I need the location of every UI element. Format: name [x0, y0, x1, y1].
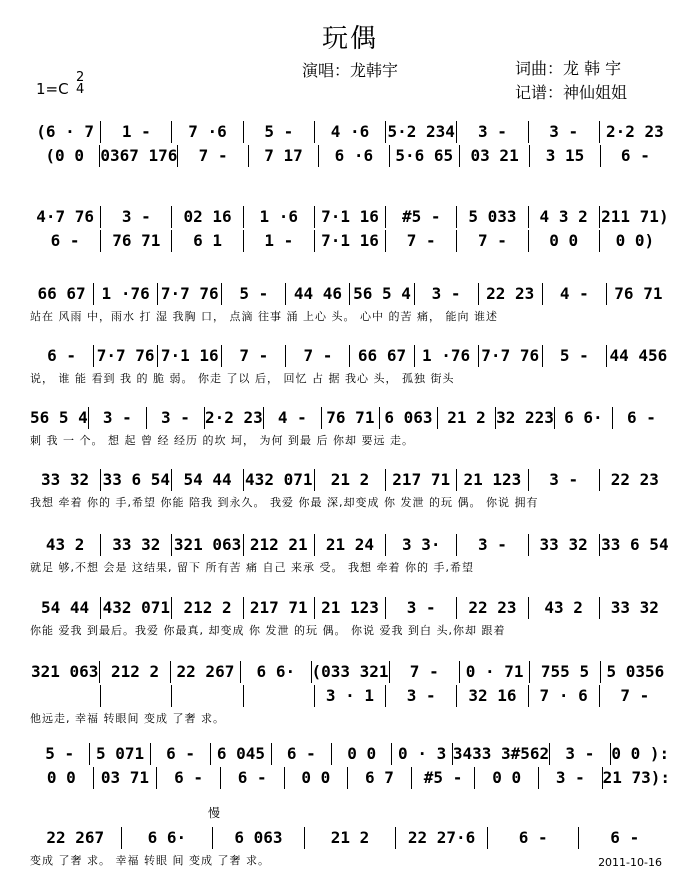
measure: 0 · 3: [392, 743, 452, 765]
measure: 0 · 71: [460, 661, 530, 683]
score-system: [30, 533, 670, 573]
staff-row: [30, 120, 670, 144]
measure: 7 · 6: [529, 685, 600, 707]
measure: 6 7: [348, 767, 412, 789]
measure: 32 223: [496, 408, 554, 427]
lyrics-line: 说， 谁 能 看到 我 的 脆 弱。 你走 了以 后， 回忆 占 据 我心 头， 孤独 街头: [30, 372, 455, 385]
score-system: [30, 660, 670, 724]
measure: 0 0: [285, 767, 349, 789]
measure: [244, 685, 315, 707]
measure: 5 -: [30, 743, 90, 765]
staff-row: [30, 468, 670, 492]
measure: 3 -: [386, 597, 457, 619]
staff-row: [30, 144, 670, 168]
measure: 3 -: [529, 469, 600, 491]
measure: 432 071: [101, 597, 172, 619]
measure: 4 ·6: [315, 121, 386, 143]
staff-row: [30, 406, 670, 430]
measure: 3 -: [539, 767, 603, 789]
measure: 6 6·: [555, 407, 613, 429]
score-system: [30, 205, 670, 253]
lyrics-line: 就足 够,不想 会是 这结果, 留下 所有苦 痛 自己 来承 受。 我想 牵着 你的 手,希望: [30, 561, 474, 574]
measure: 33 6 54: [101, 469, 172, 491]
measure: 0 0: [30, 767, 94, 789]
measure: 4 3 2: [529, 206, 600, 228]
measure: 3 -: [386, 685, 457, 707]
measure: 33 6 54: [601, 535, 669, 554]
measure: 33 32: [529, 534, 600, 556]
staff-row: [30, 344, 670, 368]
measure: 6 063: [380, 407, 438, 429]
measure: 5 033: [457, 206, 528, 228]
measure: #5 -: [386, 206, 457, 228]
measure: 432 071: [244, 469, 315, 491]
measure: 7 -: [620, 686, 650, 705]
measure: 2·2 23: [605, 122, 664, 141]
measure: 21 2: [315, 469, 386, 491]
measure: (033 321: [311, 662, 389, 681]
measure: 217 71: [244, 597, 315, 619]
lyrics-line: 我想 牵着 你的 手,希望 你能 陪我 到永久。 我爱 你最 深,却变成 你 发泄 的玩 偶。 你说 拥有: [30, 496, 539, 509]
measure: 3 · 1: [315, 685, 386, 707]
measure: 22 27·6: [396, 827, 488, 849]
measure: 21 123: [315, 597, 386, 619]
lyrics-line: 站在 风雨 中，雨水 打 湿 我胸 口， 点滴 往事 涌 上心 头。 心中 的苦 痛， 能向 谁述: [30, 310, 498, 323]
measure: 43 2: [529, 597, 600, 619]
measure: 0 0: [475, 767, 539, 789]
measure: 3 -: [550, 743, 610, 765]
measure: 7·7 76: [94, 345, 158, 367]
measure: 3 -: [101, 206, 172, 228]
staff-row: [30, 282, 670, 306]
measure: 22 23: [610, 470, 659, 489]
score-system: [30, 826, 670, 866]
measure: 44 456: [609, 346, 668, 365]
score-system: [30, 344, 670, 384]
measure: 7 17: [249, 145, 319, 167]
score-system: [30, 120, 670, 168]
measure: [101, 685, 172, 707]
score-system: [30, 468, 670, 508]
score-system: [30, 742, 670, 790]
measure: 76 71: [322, 407, 380, 429]
measure: 5·2 234: [386, 121, 457, 143]
key-signature: 1=C: [36, 80, 69, 98]
measure: 02 16: [172, 206, 243, 228]
score-system: [30, 596, 670, 636]
measure: 21 123: [457, 469, 528, 491]
measure: 0 0: [529, 230, 600, 252]
measure: 5 071: [90, 743, 150, 765]
measure: 3 -: [457, 121, 528, 143]
measure: 2·2 23: [204, 408, 263, 427]
measure: 1 -: [101, 121, 172, 143]
staff-row: [30, 660, 670, 684]
measure: 6 -: [610, 828, 640, 847]
measure: 7·7 76: [479, 345, 543, 367]
score-system: [30, 282, 670, 322]
measure: 7 -: [178, 145, 248, 167]
measure: 54 44: [30, 597, 101, 619]
time-signature-top: 2: [76, 70, 85, 85]
measure: 212 2: [100, 661, 170, 683]
measure: 21 2: [305, 827, 397, 849]
tempo-mark: 慢: [208, 806, 221, 820]
measure: 7·1 16: [158, 345, 222, 367]
measure: 5 0356: [606, 662, 665, 681]
measure: 43 2: [30, 534, 101, 556]
measure: 1 ·76: [415, 345, 479, 367]
measure: 66 67: [350, 345, 414, 367]
measure: 6 -: [30, 345, 94, 367]
transcription-date: 2011-10-16: [598, 856, 662, 869]
staff-row: [30, 684, 670, 708]
measure: 6 -: [627, 408, 656, 427]
measure: 56 5 4: [350, 283, 414, 305]
measure: 6 -: [157, 767, 221, 789]
measure: 21 2: [438, 407, 496, 429]
measure: 6 6·: [241, 661, 311, 683]
composer-credit: 词曲：龙 韩 宇: [515, 59, 622, 78]
measure: 321 063: [172, 534, 243, 556]
lyrics-line: 他远走, 幸福 转眼间 变成 了奢 求。: [30, 712, 225, 725]
measure: 5 -: [244, 121, 315, 143]
transcriber-credit: 记谱：神仙姐姐: [515, 83, 628, 102]
measure: 7 ·6: [172, 121, 243, 143]
staff-row: [30, 742, 670, 766]
measure: 22 267: [30, 827, 122, 849]
staff-row: [30, 766, 670, 790]
measure: 6 -: [272, 743, 332, 765]
measure: 6 -: [620, 146, 650, 165]
measure: 22 267: [171, 661, 241, 683]
measure: 6 045: [211, 743, 271, 765]
staff-row: [30, 826, 670, 850]
measure: 76 71: [101, 230, 172, 252]
measure: 32 16: [457, 685, 528, 707]
measure: 6 ·6: [319, 145, 389, 167]
measure: 44 46: [286, 283, 350, 305]
measure: 54 44: [172, 469, 243, 491]
staff-row: [30, 533, 670, 557]
measure: (0 0: [30, 145, 100, 167]
measure: 212 21: [244, 534, 315, 556]
measure: 3 -: [457, 534, 528, 556]
time-signature: [76, 72, 84, 96]
measure: 3 3·: [386, 534, 457, 556]
measure: 3 -: [529, 121, 600, 143]
measure: 3 -: [147, 407, 205, 429]
measure: 4 -: [264, 407, 322, 429]
measure: 66 67: [30, 283, 94, 305]
measure: 33 32: [101, 534, 172, 556]
measure: 321 063: [30, 662, 99, 681]
score-system: [30, 406, 670, 446]
measure: 76 71: [614, 284, 663, 303]
staff-row: [30, 229, 670, 253]
measure: 7 -: [386, 230, 457, 252]
lyrics-line: 你能 爱我 到最后。我爱 你最真, 却变成 你 发泄 的玩 偶。 你说 爱我 到白 头,你却 跟着: [30, 624, 506, 637]
measure: 03 21: [460, 145, 530, 167]
measure: 33 32: [610, 598, 659, 617]
measure: 5 -: [222, 283, 286, 305]
measure: 1 ·76: [94, 283, 158, 305]
measure: 7 -: [222, 345, 286, 367]
measure: 217 71: [386, 469, 457, 491]
measure: [172, 685, 243, 707]
measure: 21 24: [315, 534, 386, 556]
singer-credit: 演唱：龙韩宇: [302, 61, 399, 80]
measure: 0 0 ):: [611, 744, 670, 763]
measure: 7·7 76: [158, 283, 222, 305]
measure: 4·7 76: [30, 206, 101, 228]
measure: 1 -: [244, 230, 315, 252]
measure: 7 -: [457, 230, 528, 252]
measure: 03 71: [94, 767, 158, 789]
measure: 21 73):: [602, 768, 671, 787]
measure: 1 ·6: [244, 206, 315, 228]
measure: 3433 3#562: [452, 744, 550, 763]
measure: 7·1 16: [315, 206, 386, 228]
measure: (6 · 7: [30, 121, 101, 143]
measure: 5 -: [543, 345, 607, 367]
measure: 3 -: [89, 407, 147, 429]
measure: [30, 685, 101, 707]
measure: #5 -: [412, 767, 476, 789]
measure: 22 23: [457, 597, 528, 619]
measure: 6 6·: [122, 827, 214, 849]
measure: 5·6 65: [390, 145, 460, 167]
measure: 7 -: [286, 345, 350, 367]
measure: 4 -: [543, 283, 607, 305]
measure: 3 -: [415, 283, 479, 305]
measure: 7 -: [390, 661, 460, 683]
measure: 6 1: [172, 230, 243, 252]
measure: 22 23: [479, 283, 543, 305]
measure: 56 5 4: [30, 408, 88, 427]
measure: 6 -: [221, 767, 285, 789]
lyrics-line: 变成 了奢 求。 幸福 转眼 间 变成 了奢 求。: [30, 854, 270, 867]
measure: 6 063: [213, 827, 305, 849]
staff-row: [30, 596, 670, 620]
song-title: 玩偶: [321, 24, 378, 54]
measure: 0367 176: [100, 146, 178, 165]
measure: 212 2: [172, 597, 243, 619]
measure: 755 5: [530, 661, 600, 683]
measure: 0 0): [615, 231, 655, 250]
measure: 6 -: [488, 827, 580, 849]
measure: 211 71): [601, 207, 669, 226]
measure: 6 -: [151, 743, 211, 765]
time-signature-bottom: 4: [76, 82, 85, 97]
measure: 3 15: [530, 145, 600, 167]
measure: 33 32: [30, 469, 101, 491]
staff-row: [30, 205, 670, 229]
lyrics-line: 刺 我 一 个。 想 起 曾 经 经历 的坎 坷， 为何 到最 后 你却 要远 走。: [30, 434, 414, 447]
measure: 0 0: [332, 743, 392, 765]
measure: 7·1 16: [315, 230, 386, 252]
measure: 6 -: [30, 230, 101, 252]
